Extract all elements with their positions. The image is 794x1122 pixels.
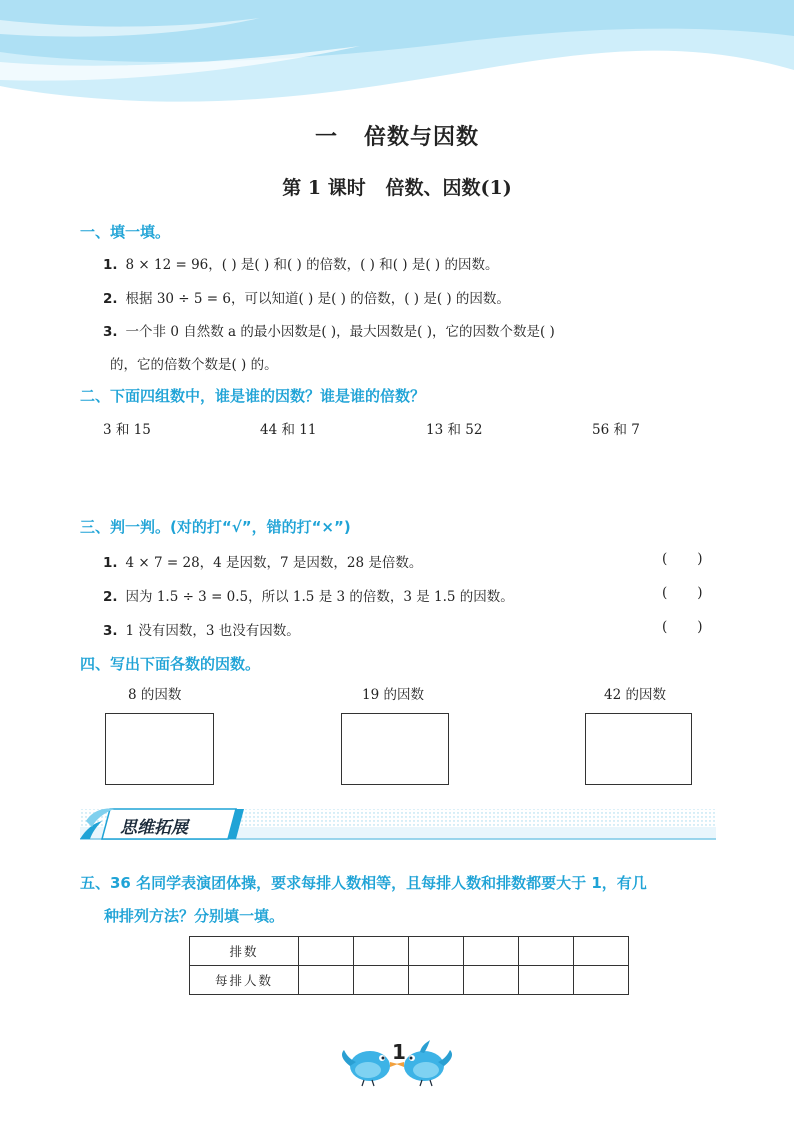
header-wave-banner bbox=[0, 0, 794, 108]
judge-answer-2[interactable]: ( ) bbox=[662, 585, 703, 601]
chapter-title: 一 倍数与因数 bbox=[315, 124, 479, 150]
number-pair: 44 和 11 bbox=[260, 422, 317, 438]
table-cell[interactable] bbox=[299, 937, 354, 966]
answer-box-42[interactable] bbox=[585, 713, 692, 785]
judge-answer-1[interactable]: ( ) bbox=[662, 551, 703, 567]
question-text: 根据 30 ÷ 5 = 6，可以知道( ) 是( ) 的倍数，( ) 是( ) 的因数。 bbox=[125, 291, 510, 307]
page-number: 1 bbox=[392, 1040, 406, 1064]
factor-label-19: 19 的因数 bbox=[362, 687, 424, 703]
table-cell[interactable] bbox=[464, 937, 519, 966]
table-cell[interactable] bbox=[354, 966, 409, 995]
judge-item-2 bbox=[103, 585, 514, 605]
question-text: 一个非 0 自然数 a 的最小因数是( )，最大因数是( )，它的因数个数是( ) bbox=[125, 324, 555, 340]
extension-banner bbox=[80, 803, 716, 843]
section1-heading: 一、填一填。 bbox=[80, 223, 171, 241]
question-1-3 bbox=[103, 320, 555, 340]
question-text: 因为 1.5 ÷ 3 = 0.5，所以 1.5 是 3 的倍数，3 是 1.5 的因数。 bbox=[125, 589, 514, 605]
question-number: 2. bbox=[103, 589, 118, 605]
row-header-per-row: 每排人数 bbox=[190, 966, 299, 995]
section5-line2: 种排列方法？分别填一填。 bbox=[104, 907, 285, 925]
table-cell[interactable] bbox=[574, 937, 629, 966]
table-cell[interactable] bbox=[519, 966, 574, 995]
table-cell[interactable] bbox=[409, 966, 464, 995]
question-number: 3. bbox=[103, 324, 118, 340]
table-cell[interactable] bbox=[354, 937, 409, 966]
question-number: 2. bbox=[103, 291, 118, 307]
section5-line1: 五、36 名同学表演团体操，要求每排人数相等，且每排人数和排数都要大于 1，有几 bbox=[80, 874, 647, 892]
question-1-3-continued: 的，它的倍数个数是( ) 的。 bbox=[110, 357, 278, 373]
number-pair: 3 和 15 bbox=[103, 422, 151, 438]
lesson-title: 第 1 课时 倍数、因数(1) bbox=[282, 177, 512, 199]
table-cell[interactable] bbox=[464, 966, 519, 995]
table-cell[interactable] bbox=[299, 966, 354, 995]
section2-heading: 二、下面四组数中，谁是谁的因数？谁是谁的倍数？ bbox=[80, 387, 426, 405]
row-header-rows: 排数 bbox=[190, 937, 299, 966]
question-1-2 bbox=[103, 287, 510, 307]
factor-label-42: 42 的因数 bbox=[604, 687, 666, 703]
question-number: 3. bbox=[103, 623, 118, 639]
question-text: 1 没有因数，3 也没有因数。 bbox=[125, 623, 300, 639]
answer-box-8[interactable] bbox=[105, 713, 214, 785]
question-text: 4 × 7 = 28，4 是因数，7 是因数，28 是倍数。 bbox=[125, 555, 423, 571]
table-cell[interactable] bbox=[409, 937, 464, 966]
section3-heading: 三、判一判。(对的打“√”，错的打“×”) bbox=[80, 518, 351, 536]
judge-item-1 bbox=[103, 551, 422, 571]
question-text: 8 × 12 = 96，( ) 是( ) 和( ) 的倍数，( ) 和( ) 是( ) 的因数。 bbox=[125, 257, 499, 273]
judge-answer-3[interactable]: ( ) bbox=[662, 619, 703, 635]
table-row bbox=[190, 966, 629, 995]
table-row bbox=[190, 937, 629, 966]
extension-title: 思维拓展 bbox=[120, 818, 188, 838]
number-pair: 13 和 52 bbox=[426, 422, 483, 438]
question-1-1 bbox=[103, 253, 498, 273]
table-cell[interactable] bbox=[519, 937, 574, 966]
answer-box-19[interactable] bbox=[341, 713, 449, 785]
factor-label-8: 8 的因数 bbox=[128, 687, 182, 703]
section4-heading: 四、写出下面各数的因数。 bbox=[80, 655, 261, 673]
table-cell[interactable] bbox=[574, 966, 629, 995]
bird-left-icon bbox=[342, 1050, 398, 1086]
number-pair: 56 和 7 bbox=[592, 422, 640, 438]
arrangement-table bbox=[189, 936, 629, 995]
question-number: 1. bbox=[103, 257, 118, 273]
question-number: 1. bbox=[103, 555, 118, 571]
judge-item-3 bbox=[103, 619, 300, 639]
